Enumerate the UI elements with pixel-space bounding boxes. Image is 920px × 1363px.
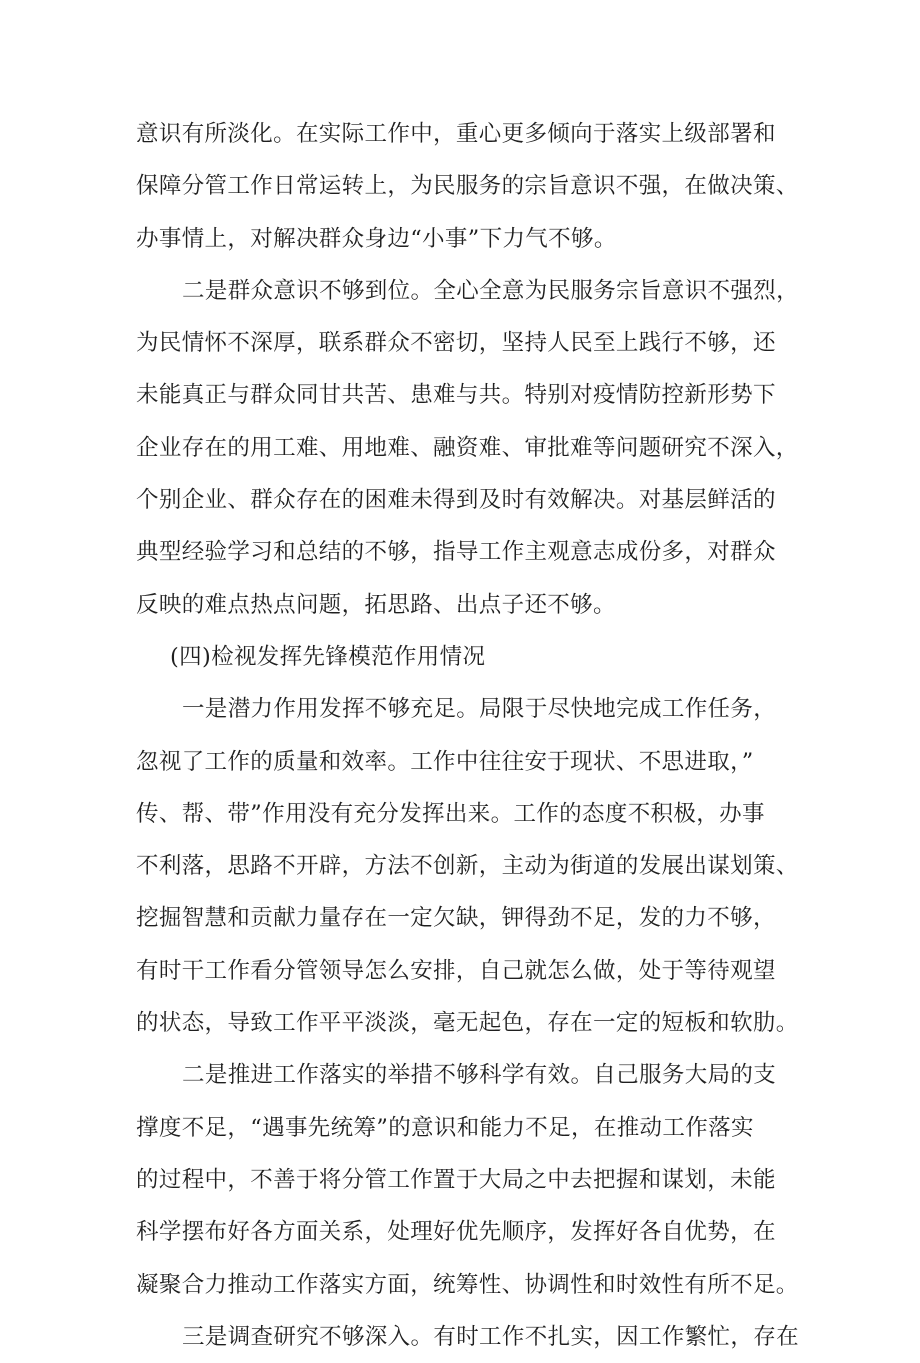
text-line: 的状态，导致工作平平淡淡，毫无起色，存在一定的短板和软肋。 — [136, 1010, 799, 1037]
text-line: 撑度不足，“遇事先统筹”的意识和能力不足，在推动工作落实 — [136, 1114, 754, 1141]
text-line: 不利落，思路不开辟，方法不创新，主动为街道的发展出谋划策、 — [136, 853, 799, 880]
text-line: 的过程中，不善于将分管工作置于大局之中去把握和谋划，未能 — [136, 1166, 776, 1193]
paragraph-start-line: 二是推进工作落实的举措不够科学有效。自己服务大局的支 — [182, 1062, 777, 1089]
text-line: 传、帮、带”作用没有充分发挥出来。工作的态度不积极，办事 — [136, 800, 765, 827]
text-line: 意识有所淡化。在实际工作中，重心更多倾向于落实上级部署和 — [136, 121, 776, 147]
text-line: 忽视了工作的质量和效率。工作中往往安于现状、不思进取，” — [136, 748, 754, 775]
text-line: 个别企业、群众存在的困难未得到及时有效解决。对基层鲜活的 — [136, 487, 776, 514]
text-line: 挖掘智慧和贡献力量存在一定欠缺，钾得劲不足，发的力不够， — [136, 905, 776, 932]
paragraph-start-line: 三是调查研究不够深入。有时工作不扎实，因工作繁忙，存在 — [182, 1323, 799, 1350]
text-line: 凝聚合力推动工作落实方面，统筹性、协调性和时效性有所不足。 — [136, 1271, 799, 1298]
text-line: 为民情怀不深厚，联系群众不密切，坚持人民至上践行不够，还 — [136, 330, 776, 357]
section-heading: (四)检视发挥先锋模范作用情况 — [170, 643, 486, 670]
text-line: 典型经验学习和总结的不够，指导工作主观意志成份多，对群众 — [136, 539, 776, 566]
document-body — [136, 108, 799, 1363]
text-line: 有时干工作看分管领导怎么安排，自己就怎么做，处于等待观望 — [136, 957, 776, 984]
text-line: 企业存在的用工难、用地难、融资难、审批难等问题研究不深入， — [136, 434, 799, 461]
text-line: 反映的难点热点问题，拓思路、出点子还不够。 — [136, 591, 616, 618]
paragraph-start-line: 二是群众意识不够到位。全心全意为民服务宗旨意识不强烈， — [182, 277, 799, 304]
text-line: 未能真正与群众同甘共苦、患难与共。特别对疫情防控新形势下 — [136, 382, 776, 409]
paragraph-start-line: 一是潜力作用发挥不够充足。局限于尽快地完成工作任务， — [182, 696, 777, 723]
text-line: 办事情上，对解决群众身边“小事”下力气不够。 — [136, 225, 617, 252]
text-line: 科学摆布好各方面关系，处理好优先顺序，发挥好各自优势，在 — [136, 1219, 776, 1246]
text-line: 保障分管工作日常运转上，为民服务的宗旨意识不强，在做决策、 — [136, 173, 799, 200]
